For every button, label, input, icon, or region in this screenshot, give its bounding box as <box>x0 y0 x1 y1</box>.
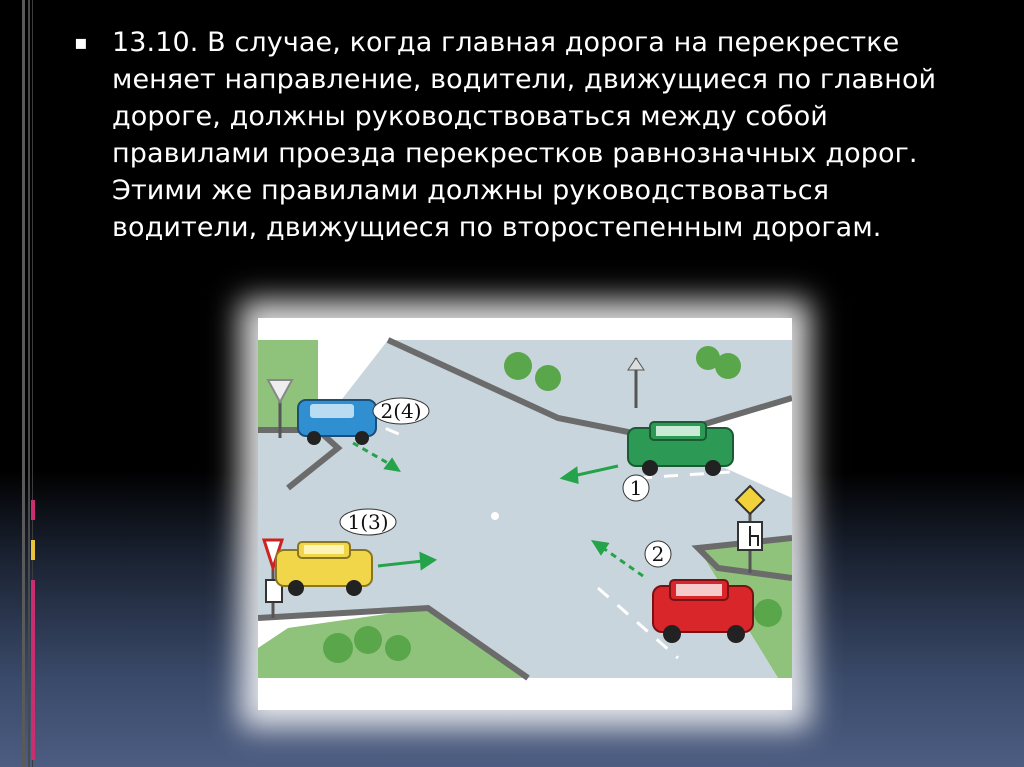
label-blue-car: 2(4) <box>380 399 422 423</box>
bullet-square-icon: ▪ <box>74 30 88 54</box>
slide-body-text <box>74 24 966 246</box>
intersection-scene <box>258 318 792 710</box>
label-red-car: 2 <box>651 542 665 566</box>
intersection-illustration <box>258 318 792 710</box>
side-decor-lines <box>22 0 42 767</box>
label-green-car: 1 <box>629 476 643 500</box>
label-yellow-car: 1(3) <box>347 510 389 534</box>
intersection-center-marker <box>491 512 499 520</box>
rule-paragraph: 13.10. В случае, когда главная дорога на перекрестке меняет направление, водители, движущиеся по главной дороге, должны руководствоваться между собой правилами проезда перекрестков равнозначных дорог. Этими же правилами должны руководствоваться водители, движущиеся по второстепенным дорогам. <box>112 27 937 243</box>
